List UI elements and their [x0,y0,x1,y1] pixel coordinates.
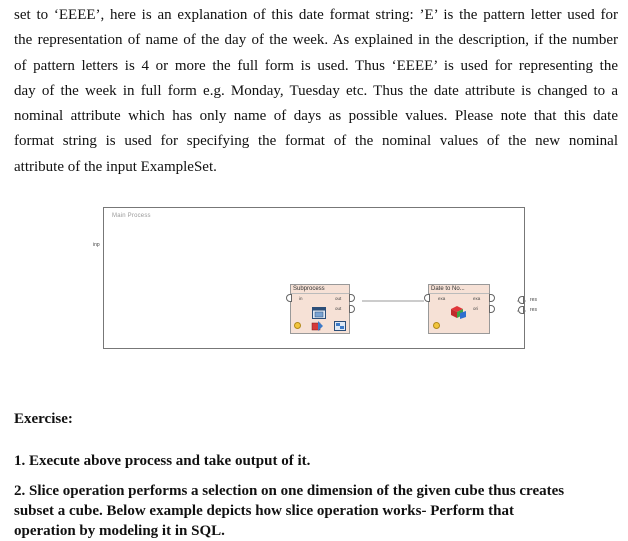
date-to-nominal-operator[interactable] [428,284,490,334]
exercise-heading: Exercise: [14,411,73,427]
exercise-item-2 [14,481,614,541]
exercise-item-2-line: 2. Slice operation performs a selection on one dimension of the given cube thus creates [14,483,565,499]
result-port-1-label: res [530,297,537,303]
subprocess-warning-icon [311,321,323,331]
explanation-paragraph [14,3,618,180]
exercise-item-1: 1. Execute above process and take output of it. [14,453,311,469]
process-diagram [93,207,525,349]
subprocess-out1-label: out [335,296,342,301]
result-port-1[interactable] [518,296,524,304]
date-to-nominal-in-label: exa [438,296,446,301]
date-to-nominal-in-port[interactable] [424,294,430,302]
paragraph-line: the representation of name of the day of the week. As explained in the description, if the number [14,32,618,49]
subprocess-in-label: in [299,296,303,301]
date-to-nominal-cubes-icon [449,305,467,319]
result-port-2-label: res [530,307,537,313]
status-indicator-icon [294,322,301,329]
date-to-nominal-out1-label: exa [473,296,481,301]
paragraph-line: attribute of the input ExampleSet. [14,158,217,175]
subprocess-title: Subprocess [291,285,349,294]
result-port-2[interactable] [518,306,524,314]
paragraph-line: nominal attribute which has only name of days as possible values. Please note that this date [14,108,618,125]
paragraph-line: set to ‘EEEE’, here is an explanation of this date format string: ’E’ is the pattern letter used for [14,7,618,23]
date-to-nominal-title: Date to No... [429,285,489,294]
paragraph-line: format string is used for specifying the format of the nominal values of the new nominal [14,133,618,150]
exercise-item-2-line: subset a cube. Below example depicts how slice operation works- Perform that [14,503,514,519]
subprocess-operator[interactable] [290,284,350,334]
input-port-label: inp [93,242,100,248]
date-to-nominal-out2-label: ori [473,306,479,311]
subprocess-window-icon [312,307,326,319]
paragraph-line: day of the week in full form e.g. Monday, Tuesday etc. Thus the date attribute is changed to a [14,82,618,99]
subprocess-tree-icon [334,321,346,331]
canvas-title: Main Process [112,213,151,219]
exercise-item-2-line: operation by modeling it in SQL. [14,523,225,539]
status-indicator-icon [433,322,440,329]
main-process-canvas[interactable] [103,207,525,349]
subprocess-out2-label: out [335,306,342,311]
paragraph-line: of pattern letters is 4 or more the full form is used. Thus ‘EEEE’ is used for representing the [14,57,618,74]
subprocess-in-port[interactable] [286,294,292,302]
